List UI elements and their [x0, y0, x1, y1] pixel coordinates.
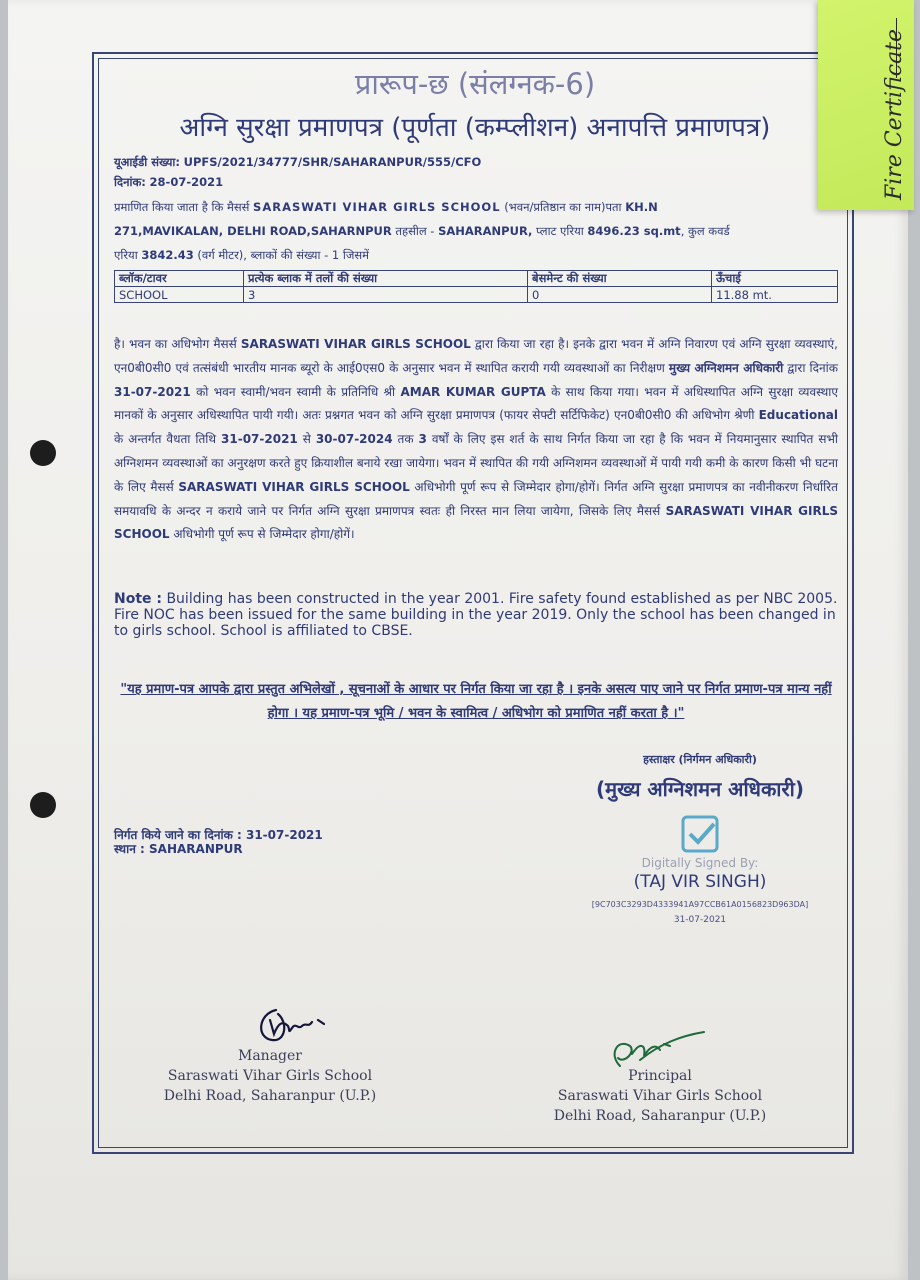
- table-header: बेसमेन्ट की संख्या: [528, 271, 712, 287]
- date-label: दिनांक:: [114, 175, 146, 189]
- table-cell: 0: [528, 287, 712, 303]
- uid-line: [114, 155, 481, 170]
- date-line: [114, 175, 223, 190]
- issuer-name: (TAJ VIR SINGH): [633, 872, 767, 892]
- issue-place-label: स्थान :: [114, 842, 145, 856]
- checkmark-icon: [680, 814, 720, 854]
- note-label: Note :: [114, 591, 162, 607]
- issue-date-label: निर्गत किये जाने का दिनांक :: [114, 828, 242, 842]
- punch-hole-top: [30, 440, 56, 466]
- body-representative: AMAR KUMAR GUPTA: [400, 384, 546, 399]
- issuer-date: 31-07-2021: [673, 915, 727, 925]
- note: [114, 591, 838, 639]
- body-text: वर्षों के लिए इस शर्त के साथ निर्गत किया जा रहा है कि भवन में नियमानुसार स्थापित सभी अग्निशमन व्यवस्थाओं का अनुरक्षण करते हुए क्रियाशील बनाये रखा जायेगा। भवन में स्थापित की गयी अग्निशमन व्यवस्थाओं में पायी गयी कमी के कारण किसी भी घटना के लिए मैसर्स: [114, 432, 838, 494]
- manager-school: Saraswati Vihar Girls School: [167, 1068, 373, 1084]
- body-years: 3: [418, 432, 427, 447]
- uid-value: UPFS/2021/34777/SHR/SAHARANPUR/555/CFO: [183, 155, 482, 169]
- intro-line-1: [114, 200, 658, 215]
- note-text: Building has been constructed in the year 2001. Fire safety found established as per NBC 2005. Fire NOC has been issued for the same building in the year 2019. Only the school has been changed in to girls school. School is affiliated to CBSE.: [114, 591, 838, 639]
- manager-block: [150, 1046, 390, 1106]
- intro-tehsil-label: तहसील -: [395, 224, 435, 238]
- body-text: के अन्तर्गत वैधता तिथि: [114, 432, 217, 447]
- body-inspection-date: 31-07-2021: [114, 384, 191, 399]
- date-value: 28-07-2021: [149, 175, 224, 189]
- body-firm: SARASWATI VIHAR GIRLS SCHOOL: [178, 479, 410, 494]
- issuer-signature-block: [560, 752, 840, 925]
- intro-plot-area: 8496.23 sq.mt: [587, 224, 681, 238]
- table-header-row: [115, 271, 838, 287]
- punch-hole-bottom: [30, 792, 56, 818]
- body-text: से: [302, 432, 311, 447]
- intro-address1: KH.N: [625, 200, 658, 214]
- body-text: द्वारा किया जा रहा है। इनके द्वारा भवन में अग्नि निवारण एवं अग्नि सुरक्षा व्यवस्थाएं, एन0बी0सी0 एवं तत्संबंधी भारतीय मानक ब्यूरो के आई0एस0 के अनुसार भवन में स्थापित करायी गयी व्यवस्थाओं का निरीक्षण: [114, 337, 838, 375]
- sticky-note-text: Fire Certificate: [882, 28, 907, 200]
- issue-date-value: 31-07-2021: [245, 828, 323, 842]
- body-firm: SARASWATI VIHAR GIRLS SCHOOL: [114, 503, 838, 542]
- intro-mid: (भवन/प्रतिष्ठान का नाम)पता: [504, 200, 622, 214]
- declaration: "यह प्रमाण-पत्र आपके द्वारा प्रस्तुत अभिलेखों , सूचनाओं के आधार पर निर्गत किया जा रहा है । इनके असत्य पाए जाने पर निर्गत प्रमाण-पत्र मान्य नहीं होगा । यह प्रमाण-पत्र भूमि / भवन के स्वामित्व / अधिभोग को प्रमाणित नहीं करता है ।": [120, 682, 832, 721]
- table-header: ऊँचाई: [712, 271, 838, 287]
- body-officer: मुख्य अग्निशमन अधिकारी: [668, 360, 784, 375]
- intro-line-2: [114, 224, 730, 239]
- certificate-body: [114, 333, 838, 547]
- intro-unit-label: (वर्ग मीटर), ब्लाकों की संख्या -: [197, 248, 329, 262]
- body-text: को भवन स्वामी/भवन स्वामी के प्रतिनिधि श्री: [196, 384, 396, 399]
- intro-plot-label: प्लाट एरिया: [536, 224, 584, 238]
- issue-info: [114, 828, 323, 856]
- intro-firm: SARASWATI VIHAR GIRLS SCHOOL: [253, 200, 501, 214]
- table-cell: 11.88 mt.: [712, 287, 838, 303]
- body-text: है। भवन का अधिभोग मैसर्स: [114, 337, 237, 351]
- manager-title: Manager: [238, 1048, 302, 1064]
- body-valid-to: 30-07-2024: [315, 432, 393, 447]
- intro-line-3: [114, 248, 369, 263]
- body-firm: SARASWATI VIHAR GIRLS SCHOOL: [240, 337, 471, 351]
- principal-block: [540, 1066, 780, 1126]
- manager-address: Delhi Road, Saharanpur (U.P.): [163, 1088, 377, 1104]
- body-text: द्वारा दिनांक: [787, 360, 838, 375]
- intro-prefix: प्रमाणित किया जाता है कि मैसर्स: [114, 200, 250, 214]
- sign-label: हस्ताक्षर (निर्गमन अधिकारी): [643, 753, 757, 766]
- intro-covered-label: , कुल कवर्ड: [680, 224, 730, 238]
- intro-address2: 271,MAVIKALAN, DELHI ROAD,SAHARNPUR: [114, 224, 392, 238]
- intro-area-label: एरिया: [114, 248, 138, 262]
- table-cell: SCHOOL: [115, 287, 244, 303]
- intro-covered-area: 3842.43: [141, 248, 194, 262]
- form-heading: प्रारूप-छ (संलग्नक-6): [354, 67, 596, 101]
- body-text: के साथ किया गया। भवन में अधिस्थापित अग्नि सुरक्षा व्यवस्थाए मानकों के अनुसार अधिस्थापित पायी गयी। अतः प्रश्नगत भवन को अग्नि सुरक्षा प्रमाणपत्र (फायर सेफ्टी सर्टिफिकेट) एन0बी0सी0 की अधिभोग श्रेणी: [114, 384, 838, 423]
- signature-hash: [9C703C3293D4333941A97CCB61A0156823D963DA]: [591, 900, 809, 909]
- principal-address: Delhi Road, Saharanpur (U.P.): [553, 1108, 767, 1124]
- table-header: ब्लॉक/टावर: [115, 271, 244, 287]
- table-header: प्रत्येक ब्लाक में तलों की संख्या: [244, 271, 528, 287]
- uid-label: यूआईडी संख्या:: [114, 155, 180, 169]
- intro-tehsil: SAHARANPUR,: [438, 224, 533, 238]
- issuer-designation: (मुख्य अग्निशमन अधिकारी): [596, 777, 804, 801]
- body-text: तक: [397, 432, 414, 447]
- intro-blocks: 1 जिसमें: [331, 248, 370, 262]
- certificate-title: अग्नि सुरक्षा प्रमाणपत्र (पूर्णता (कम्प्लीशन) अनापत्ति प्रमाणपत्र): [179, 113, 771, 143]
- principal-school: Saraswati Vihar Girls School: [557, 1088, 763, 1104]
- body-text: अधिभोगी पूर्ण रूप से जिम्मेदार होगा/होगें। निर्गत अग्नि सुरक्षा प्रमाणपत्र का नवीनीकरण निर्धारित समयावधि के अन्दर न कराये जाने पर निर्गत अग्नि सुरक्षा प्रमाणपत्र स्वतः ही निरस्त मान लिया जायेगा, जिसके लिए मैसर्स: [114, 479, 838, 518]
- body-valid-from: 31-07-2021: [221, 432, 298, 447]
- principal-title: Principal: [628, 1068, 692, 1084]
- issue-place-value: SAHARANPUR: [149, 842, 243, 856]
- sticky-note: [818, 0, 914, 210]
- digital-sign-label: Digitally Signed By:: [641, 856, 759, 870]
- table-cell: 3: [244, 287, 528, 303]
- body-category: Educational: [758, 408, 838, 423]
- block-table: [114, 270, 838, 303]
- table-row: [115, 287, 838, 303]
- body-text: अधिभोगी पूर्ण रूप से जिम्मेदार होगा/होगें।: [173, 527, 355, 542]
